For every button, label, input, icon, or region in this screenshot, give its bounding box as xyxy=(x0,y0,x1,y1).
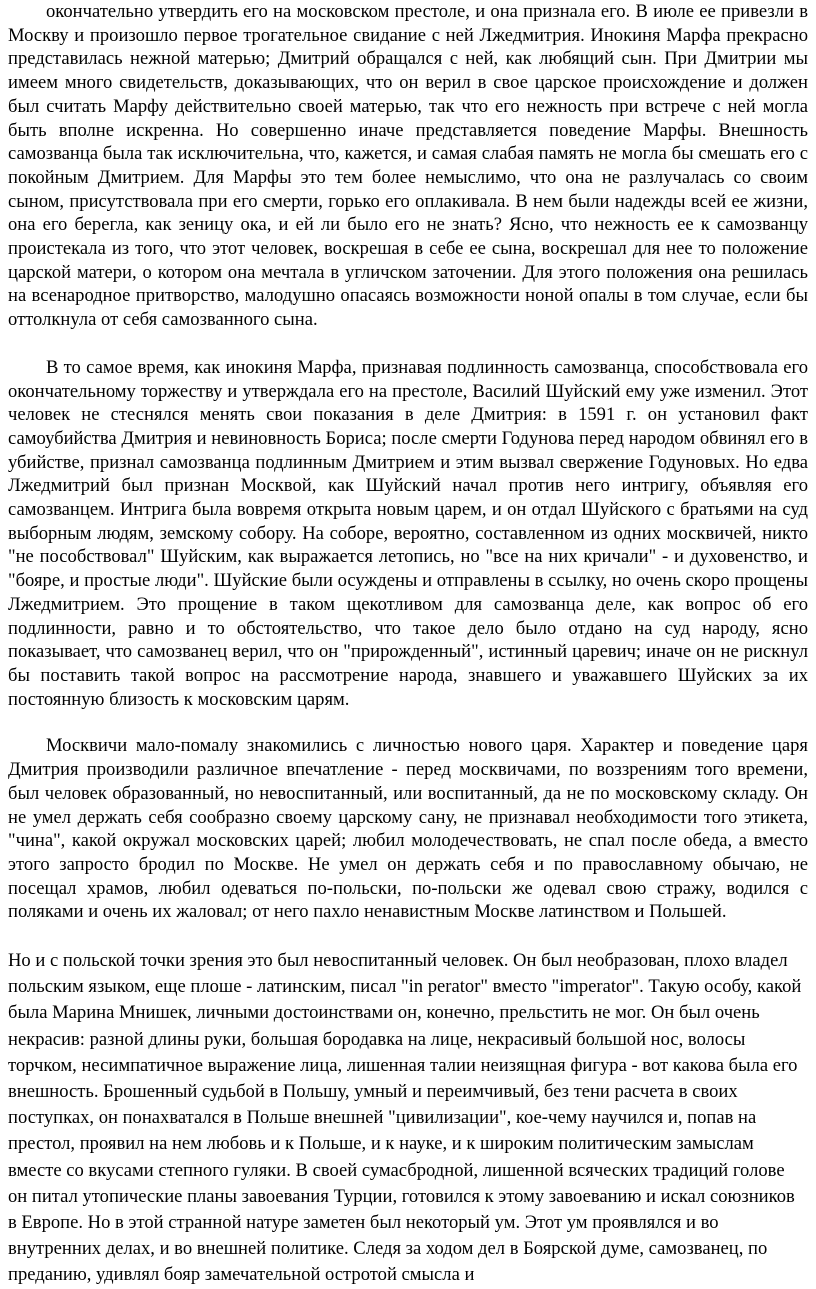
paragraph-3: Москвичи мало-помалу знакомились с личностью нового царя. Характер и поведение царя Дмитрия производили различное впечатление - перед москвичами, по воззрениям того времени, был человек образованный, но невоспитанный, или воспитанный, да не по московскому складу. Он не умел держать себя сообразно своему царскому сану, не признавал необходимости того этикета, "чина", какой окружал московских царей; любил молодечествовать, не спал после обеда, а вместо этого запросто бродил по Москве. Не умел он держать себя и по православному обычаю, не посещал храмов, любил одеваться по-польски, по-польски же одевал свою стражу, водился с поляками и очень их жаловал; от него пахло ненавистным Москве латинством и Польшей. xyxy=(8,735,808,923)
paragraph-1: окончательно утвердить его на московском престоле, и она признала его. В июле ее привезли в Москву и произошло первое трогательное свидание с ней Лжедмитрия. Инокиня Марфа прекрасно представилась нежной матерью; Дмитрий обращался с ней, как любящий сын. При Дмитрии мы имеем много свидетельств, доказывающих, что он верил в свое царское происхождение и должен был считать Марфу действительно своей матерью, так что его нежность при встрече с ней могла быть вполне искренна. Но совершенно иначе представляется поведение Марфы. Внешность самозванца была так исключительна, что, кажется, и самая слабая память не могла бы смешать его с покойным Дмитрием. Для Марфы это тем более немыслимо, что она не разлучалась со своим сыном, присутствовала при его смерти, горько его оплакивала. В нем были надежды всей ее жизни, она его берегла, как зеницу ока, и ей ли было его не знать? Ясно, что нежность ее к самозванцу проистекала из того, что этот человек, воскрешая в себе ее сына, воскрешал для нее то положение царской матери, о котором она мечтала в угличском заточении. Для этого положения она решилась на всенародное притворство, малодушно опасаясь возможности ноной опалы в том случае, если бы оттолкнула от себя самозванного сына. xyxy=(8,1,808,331)
paragraph-4: Но и с польской точки зрения это был невоспитанный человек. Он был необразован, плохо владел польским языком, еще плоше - латинским, писал "in perator" вместо "imperator". Такую особу, какой была Марина Мнишек, личными достоинствами он, конечно, прельстить не мог. Он был очень некрасив: разной длины руки, большая бородавка на лице, некрасивый большой нос, волосы торчком, несимпатичное выражение лица, лишенная талии неизящная фигура - вот какова была его внешность. Брошенный судьбой в Польшу, умный и переимчивый, без тени расчета в своих поступках, он понахватался в Польше внешней "цивилизации", кое-чему научился и, попав на престол, проявил на нем любовь и к Польше, и к науке, и к широким политическим замыслам вместе со вкусами степного гуляки. В своей сумасбродной, лишенной всяческих традиций голове он питал утопические планы завоевания Турции, готовился к этому завоеванию и искал союзников в Европе. Но в этой странной натуре заметен был некоторый ум. Этот ум проявлялся и во внутренних делах, и во внешней политике. Следя за ходом дел в Боярской думе, самозванец, по преданию, удивлял бояр замечательной остротой смысла и xyxy=(8,950,802,1286)
paragraph-2: В то самое время, как инокиня Марфа, признавая подлинность самозванца, способствовала его окончательному торжеству и утверждала его на престоле, Василий Шуйский ему уже изменил. Этот человек не стеснялся менять свои показания в деле Дмитрия: в 1591 г. он установил факт самоубийства Дмитрия и невиновность Бориса; после смерти Годунова перед народом обвинял его в убийстве, признал самозванца подлинным Дмитрием и этим вызвал свержение Годуновых. Но едва Лжедмитрий был признан Москвой, как Шуйский начал против него интригу, объявляя его самозванцем. Интрига была вовремя открыта новым царем, и он отдал Шуйского с братьями на суд выборным людям, земскому собору. На соборе, вероятно, составленном из одних москвичей, никто "не пособствовал" Шуйским, как выражается летопись, но "все на них кричали" - и духовенство, и "бояре, и простые люди". Шуйские были осуждены и отправлены в ссылку, но очень скоро прощены Лжедмитрием. Это прощение в таком щекотливом для самозванца деле, как вопрос об его подлинности, равно и то обстоятельство, что такое дело было отдано на суд народу, ясно показывает, что самозванец верил, что он "прирожденный", истинный царевич; иначе он не рискнул бы поставить такой вопрос на рассмотрение народа, знавшего и уважавшего Шуйских за их постоянную близость к московским царям. xyxy=(8,356,808,710)
